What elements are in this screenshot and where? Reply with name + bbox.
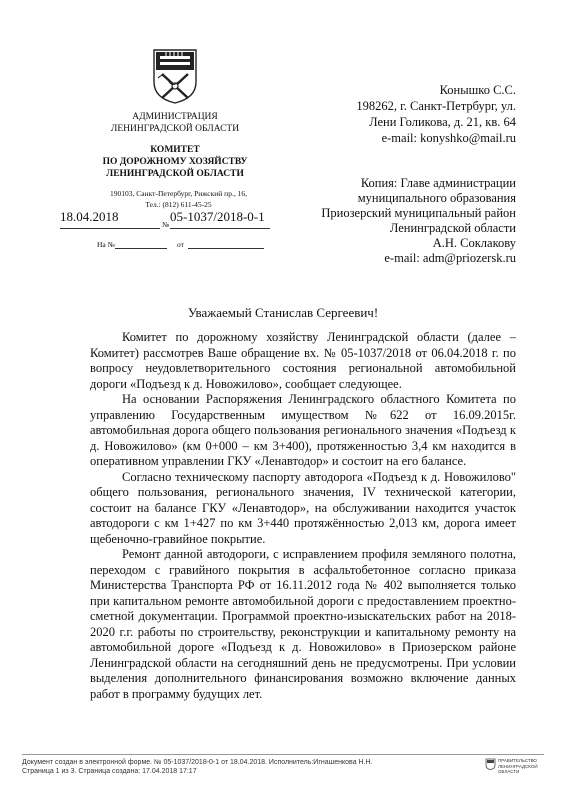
org-name [100, 111, 250, 135]
gov-line1: ПРАВИТЕЛЬСТВО [498, 758, 537, 763]
recipient-email: e-mail: konyshko@mail.ru [381, 131, 516, 145]
copy-line3: Приозерский муниципальный район [321, 206, 516, 220]
gov-emblem-icon [485, 758, 496, 770]
paragraph-4: Ремонт данной автодороги, с исправлением профиля земляного полотна, переходом с гравийного покрытия в асфальтобетонное согласно приказа Министерства Транспорта РФ от 16.11.2012 года № 402 выполняется только при капитальном ремонте автомобильной дороги с предоставлением проектно-сметной документации. Программой проектно-изыскательских работ на 2018-2020 г.г. работы по строительству, реконструкции и капитальному ремонту на автомобильной дороге «Подъезд к д. Новожилово» в Приозерском районе Ленинградской области на сегодняшний день не предусмотрены. При условии выделения дополнительного финансирования возможно включение данных работ в программу будущих лет. [90, 547, 516, 701]
greeting: Уважаемый Станислав Сергеевич! [187, 305, 379, 320]
copy-block [300, 176, 516, 266]
org-line1: АДМИНИСТРАЦИЯ [132, 112, 218, 122]
sender-phone: Тел.: (812) 611-45-25 [145, 200, 212, 209]
recipient-name: Конышко С.С. [439, 83, 516, 97]
copy-line6: e-mail: adm@priozersk.ru [384, 251, 516, 265]
sender-address [96, 188, 261, 210]
footer-divider [22, 754, 544, 755]
recipient-address1: 198262, г. Санкт-Петрбург, ул. [356, 99, 516, 113]
paragraph-3: Согласно техническому паспорту автодорога «Подъезд к д. Новожилово" общего пользования, регионального значения, IV технической категории, состоит на балансе ГКУ «Ленавтодор», на обслуживании находится участок автодороги с км 1+427 по км 3+440 протяжённостью 2,013 км, дорога имеет щебеночно-гравийное покрытие. [90, 469, 516, 546]
footer-line1: Документ создан в электронной форме. № 05-1037/2018-0-1 от 18.04.2018. Исполнитель:Игнашенкова Н.Н. [22, 759, 373, 766]
reg-date: 18.04.2018 [60, 209, 119, 224]
copy-line5: А.Н. Соклакову [432, 236, 516, 250]
recipient-address2: Лени Голикова, д. 21, кв. 64 [369, 115, 516, 129]
org-line2: ЛЕНИНГРАДСКОЙ ОБЛАСТИ [110, 124, 240, 134]
committee-name [84, 144, 266, 180]
gov-line2: ЛЕНИНГРАДСКОЙ [498, 763, 538, 769]
reg-number-underline [170, 228, 270, 229]
reg-number: 05-1037/2018-0-1 [170, 209, 265, 224]
coat-of-arms-icon [152, 48, 198, 104]
sender-street: 190103, Санкт-Петербург, Рижский пр., 16, [110, 189, 247, 198]
copy-line2: муниципального образования [357, 191, 516, 205]
copy-line4: Ленинградской области [389, 221, 516, 235]
letter-body [90, 330, 516, 702]
ref-number-underline [115, 248, 167, 249]
gov-line3: ОБЛАСТИ [498, 769, 520, 774]
footer-text [22, 758, 373, 776]
recipient-block [300, 82, 516, 146]
committee-line1: КОМИТЕТ [150, 145, 200, 155]
gov-label [498, 758, 546, 775]
ref-date-underline [188, 248, 264, 249]
ref-label: На № [97, 240, 115, 249]
number-sign: № [162, 220, 170, 229]
copy-line1: Копия: Главе администрации [360, 176, 516, 190]
committee-line3: ЛЕНИНГРАДСКОЙ ОБЛАСТИ [106, 169, 244, 179]
reg-date-underline [60, 228, 160, 229]
footer-line2: Страница 1 из 3. Страница создана: 17.04.2018 17:17 [22, 768, 197, 775]
committee-line2: ПО ДОРОЖНОМУ ХОЗЯЙСТВУ [102, 157, 248, 167]
paragraph-2: На основании Распоряжения Ленинградского областного Комитета по управлению Государственным имуществом №622 от 16.09.2015г. автомобильная дорога общего пользования регионального значения «Подъезд к д. Новожилово» (км 0+000 – км 3+400), протяженностью 3,4 км находится в оперативном управлении ГКУ «Ленавтодор» и состоит на его балансе. [90, 392, 516, 468]
paragraph-1: Комитет по дорожному хозяйству Ленинградской области (далее – Комитет) рассмотрев Ваше обращение вх. № 05-1037/2018 от 06.04.2018 г. по вопросу неудовлетворительного состояния региональной автомобильной дороги «Подъезд к д. Новожилово», сообщает следующее. [90, 330, 516, 391]
ref-from: от [177, 240, 184, 249]
